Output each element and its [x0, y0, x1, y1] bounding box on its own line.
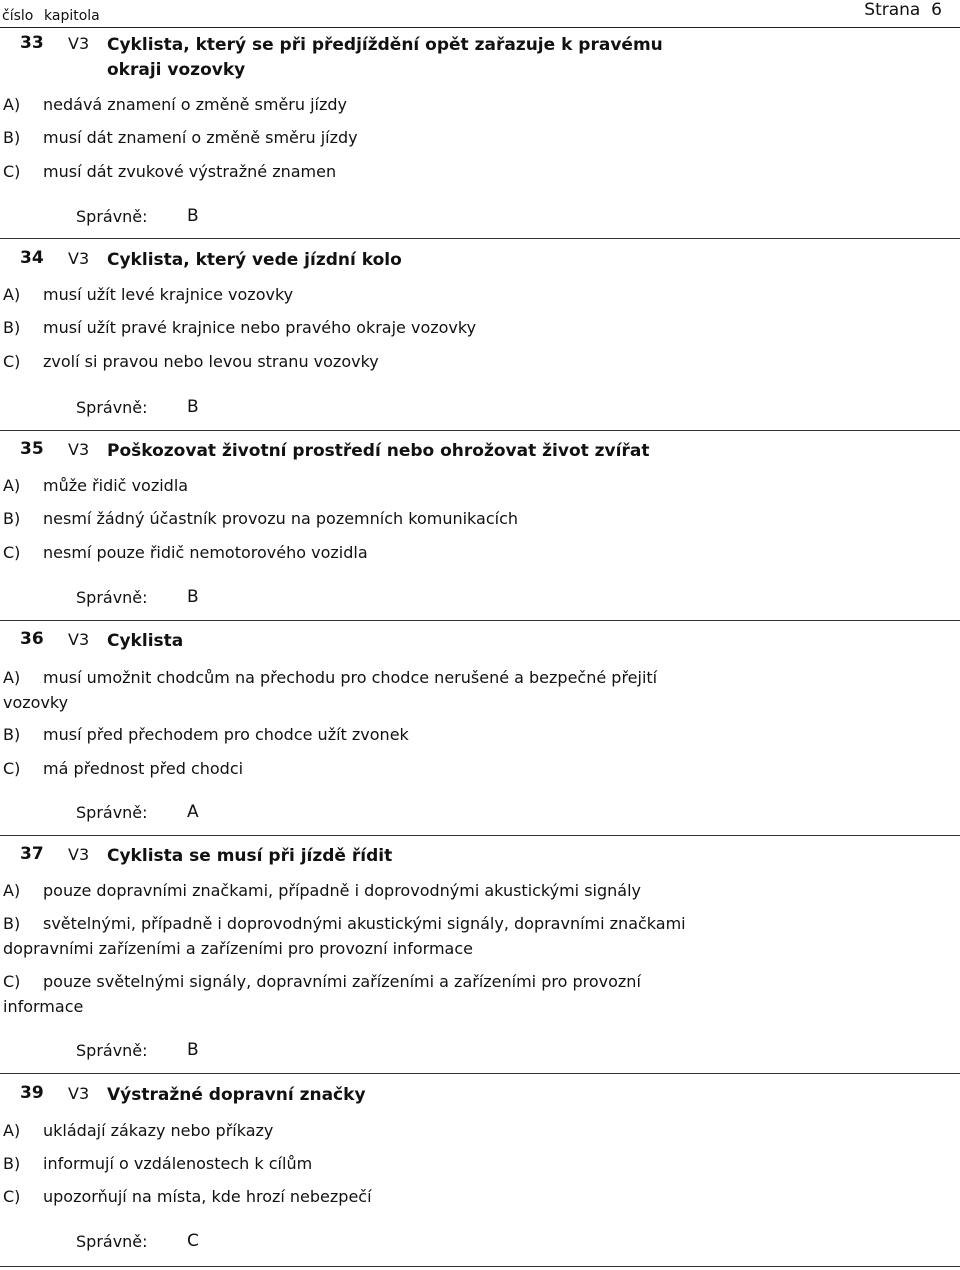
- correct-label: Správně:: [76, 207, 148, 226]
- question-text: Cyklista, který se při předjíždění opět zařazuje k pravému okraji vozovky: [107, 35, 663, 80]
- header-page-number: 6: [931, 0, 942, 20]
- correct-answer: B: [187, 587, 199, 607]
- option-b: B) musí dát znamení o změně směru jízdy: [3, 128, 358, 147]
- correct-answer: A: [187, 802, 199, 822]
- question-code: V3: [68, 34, 90, 53]
- correct-label: Správně:: [76, 1041, 148, 1060]
- correct-label: Správně:: [76, 398, 148, 417]
- question-divider: [0, 1073, 960, 1074]
- option-c: C) pouze světelnými signály, dopravními zařízeními a zařízeními pro provozní informace: [3, 972, 641, 1016]
- question-text: Cyklista, který vede jízdní kolo: [107, 250, 402, 270]
- option-c: C) upozorňují na místa, kde hrozí nebezpečí: [3, 1187, 372, 1206]
- question-text: Výstražné dopravní značky: [107, 1085, 366, 1105]
- question-divider: [0, 1266, 960, 1267]
- option-a: A) nedává znamení o změně směru jízdy: [3, 95, 348, 114]
- option-b: B) musí užít pravé krajnice nebo pravého okraje vozovky: [3, 318, 477, 337]
- correct-answer: C: [187, 1231, 199, 1251]
- option-b: B) musí před přechodem pro chodce užít zvonek: [3, 725, 409, 744]
- option-a: A) musí umožnit chodcům na přechodu pro chodce nerušené a bezpečné přejití vozovky: [3, 668, 658, 712]
- question-code: V3: [68, 845, 90, 864]
- question-divider: [0, 430, 960, 431]
- option-a: A) musí užít levé krajnice vozovky: [3, 285, 294, 304]
- option-c: C) zvolí si pravou nebo levou stranu vozovky: [3, 352, 379, 371]
- header-divider: [0, 27, 960, 28]
- question-number: 37: [20, 844, 44, 864]
- question-number: 33: [20, 33, 44, 53]
- question-divider: [0, 620, 960, 621]
- question-text: Poškozovat životní prostředí nebo ohrožovat život zvířat: [107, 441, 650, 461]
- question-divider: [0, 238, 960, 239]
- correct-answer: B: [187, 1040, 199, 1060]
- question-code: V3: [68, 630, 90, 649]
- option-b: B) informují o vzdálenostech k cílům: [3, 1154, 313, 1173]
- option-a: A) může řidič vozidla: [3, 476, 189, 495]
- question-text: Cyklista: [107, 631, 184, 651]
- header-cislo: číslo: [2, 8, 34, 24]
- correct-answer: B: [187, 206, 199, 226]
- option-a: A) pouze dopravními značkami, případně i doprovodnými akustickými signály: [3, 881, 642, 900]
- question-text: Cyklista se musí při jízdě řídit: [107, 846, 393, 866]
- correct-label: Správně:: [76, 588, 148, 607]
- question-number: 39: [20, 1083, 44, 1103]
- header-page: [864, 0, 942, 20]
- question-number: 34: [20, 248, 44, 268]
- header-page-label: Strana: [864, 0, 921, 20]
- question-divider: [0, 835, 960, 836]
- question-number: 36: [20, 629, 44, 649]
- correct-label: Správně:: [76, 1232, 148, 1251]
- question-code: V3: [68, 440, 90, 459]
- option-a: A) ukládají zákazy nebo příkazy: [3, 1121, 274, 1140]
- option-b: B) světelnými, případně i doprovodnými akustickými signály, dopravními značkami dopravními zařízeními a zařízeními pro provozní informace: [3, 914, 686, 958]
- option-c: C) má přednost před chodci: [3, 759, 244, 778]
- header-kapitola: kapitola: [44, 8, 100, 24]
- question-code: V3: [68, 1084, 90, 1103]
- option-c: C) musí dát zvukové výstražné znamen: [3, 162, 337, 181]
- option-c: C) nesmí pouze řidič nemotorového vozidla: [3, 543, 368, 562]
- correct-answer: B: [187, 397, 199, 417]
- option-b: B) nesmí žádný účastník provozu na pozemních komunikacích: [3, 509, 519, 528]
- correct-label: Správně:: [76, 803, 148, 822]
- question-number: 35: [20, 439, 44, 459]
- question-code: V3: [68, 249, 90, 268]
